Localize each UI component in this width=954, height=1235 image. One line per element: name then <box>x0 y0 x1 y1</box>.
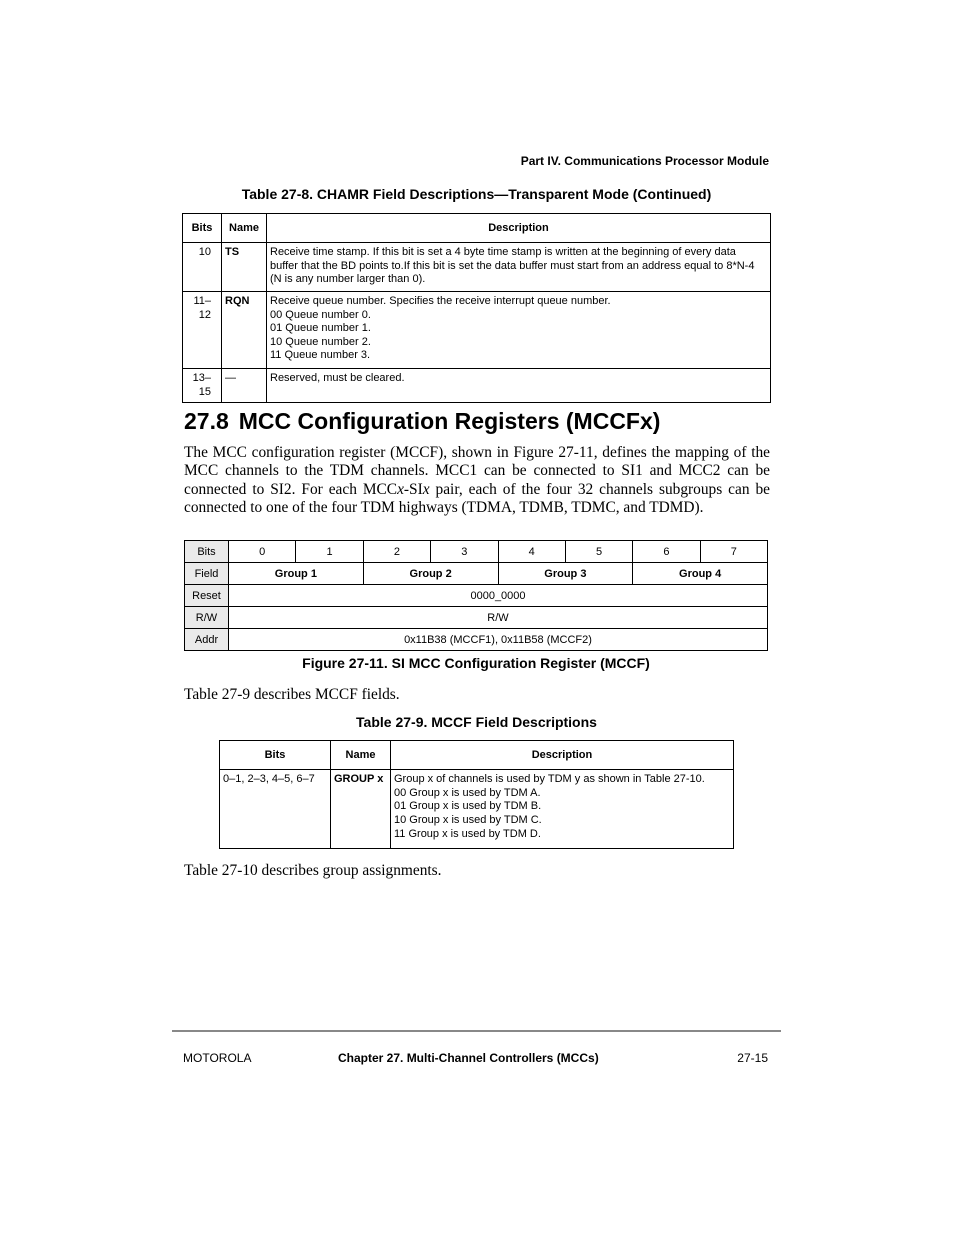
register-field-row <box>185 563 768 585</box>
row-label-field: Field <box>185 563 229 585</box>
section-title: MCC Configuration Registers (MCCFx) <box>238 408 661 434</box>
row-bits: 10 <box>183 243 222 292</box>
register-bits-row <box>185 541 768 563</box>
footer-right: 27-15 <box>737 1051 768 1065</box>
bit-number: 1 <box>296 541 363 563</box>
register-reset-row <box>185 585 768 607</box>
row-label-addr: Addr <box>185 629 229 651</box>
col-header-description: Description <box>391 741 734 770</box>
desc-line: buffer that the BD points to.If this bit is set the data buffer must start from an address equal to 8*N-4 <box>270 259 755 272</box>
running-head: Part IV. Communications Processor Module <box>520 154 769 168</box>
row-label-reset: Reset <box>185 585 229 607</box>
row-label-rw: R/W <box>185 607 229 629</box>
desc-line: Group x of channels is used by TDM y as shown in Table 27-10. <box>394 773 705 785</box>
col-header-name: Name <box>331 741 391 770</box>
mccf-field-table <box>219 740 734 849</box>
field-group-1: Group 1 <box>229 563 364 585</box>
desc-line: 11 Group x is used by TDM D. <box>394 827 541 840</box>
bit-number: 0 <box>229 541 296 563</box>
reset-value: 0000_0000 <box>229 585 768 607</box>
row-label-bits: Bits <box>185 541 229 563</box>
paragraph-text: -SI <box>403 480 423 498</box>
addr-value: 0x11B38 (MCCF1), 0x11B58 (MCCF2) <box>229 629 768 651</box>
desc-line: Reserved, must be cleared. <box>270 372 405 384</box>
bit-number: 4 <box>498 541 565 563</box>
row-bits: 11–12 <box>183 292 222 369</box>
field-group-3: Group 3 <box>498 563 633 585</box>
table-row <box>220 770 734 849</box>
desc-line: 01 Queue number 1. <box>270 322 371 334</box>
row-name: RQN <box>222 292 267 369</box>
table-row <box>183 292 771 369</box>
row-description <box>267 243 771 292</box>
desc-line: 10 Queue number 2. <box>270 335 371 348</box>
footer-rule <box>172 1030 781 1032</box>
register-addr-row <box>185 629 768 651</box>
col-header-bits: Bits <box>183 214 222 243</box>
section-number: 27.8 <box>184 408 229 434</box>
bit-number: 5 <box>565 541 632 563</box>
register-rw-row <box>185 607 768 629</box>
row-name: GROUP x <box>331 770 391 849</box>
desc-line: Receive queue number. Specifies the receive interrupt queue number. <box>270 295 611 307</box>
table-27-8-caption: Table 27-8. CHAMR Field Descriptions—Transparent Mode (Continued) <box>241 186 712 202</box>
field-group-2: Group 2 <box>363 563 498 585</box>
table-header-row <box>220 741 734 770</box>
paragraph-text: pair, each of the four 32 channels subgroups can be connected to one of the four TDM highways (TDMA, TDMB, TDMC, and TDMD). <box>184 480 770 516</box>
row-name: TS <box>222 243 267 292</box>
footer-left: MOTOROLA <box>183 1051 252 1065</box>
row-bits: 13–15 <box>183 369 222 403</box>
footer-center: Chapter 27. Multi-Channel Controllers (MCCs) <box>338 1051 599 1065</box>
col-header-bits: Bits <box>220 741 331 770</box>
body-paragraph: Table 27-10 describes group assignments. <box>184 862 442 879</box>
table-row <box>183 369 771 403</box>
desc-line: 00 Group x is used by TDM A. <box>394 786 541 799</box>
table-27-9-caption: Table 27-9. MCCF Field Descriptions <box>356 714 597 730</box>
paragraph-italic: x <box>397 480 404 498</box>
body-paragraph: Table 27-9 describes MCCF fields. <box>184 686 400 703</box>
table-header-row <box>183 214 771 243</box>
figure-27-11-caption: Figure 27-11. SI MCC Configuration Register (MCCF) <box>302 655 650 671</box>
col-header-description: Description <box>267 214 771 243</box>
row-name: — <box>222 369 267 403</box>
field-group-4: Group 4 <box>633 563 768 585</box>
bit-number: 6 <box>633 541 700 563</box>
row-description <box>267 292 771 369</box>
section-heading <box>184 408 660 435</box>
desc-line: Receive time stamp. If this bit is set a 4 byte time stamp is written at the beginning of every data <box>270 246 736 258</box>
paragraph-italic: x <box>422 480 430 498</box>
rw-value: R/W <box>229 607 768 629</box>
bit-number: 2 <box>363 541 430 563</box>
table-row <box>183 243 771 292</box>
paragraph-text: The MCC configuration register (MCCF), shown in Figure 27-11, defines the mapping of the MCC channels to the TDM channels. MCC1 can be connected to SI1 and MCC2 can be connected to SI2. For each MCC <box>184 444 770 498</box>
chamr-field-table <box>182 213 771 403</box>
bit-number: 3 <box>431 541 498 563</box>
body-paragraph <box>184 444 770 517</box>
desc-line: 10 Group x is used by TDM C. <box>394 814 542 827</box>
row-bits: 0–1, 2–3, 4–5, 6–7 <box>220 770 331 849</box>
row-description <box>267 369 771 403</box>
mccf-register-diagram <box>184 540 768 651</box>
desc-line: 11 Queue number 3. <box>270 349 371 361</box>
desc-line: (N is any number larger than 0). <box>270 273 426 285</box>
desc-line: 01 Group x is used by TDM B. <box>394 800 542 813</box>
bit-number: 7 <box>700 541 767 563</box>
row-description <box>391 770 734 849</box>
col-header-name: Name <box>222 214 267 243</box>
desc-line: 00 Queue number 0. <box>270 308 371 321</box>
